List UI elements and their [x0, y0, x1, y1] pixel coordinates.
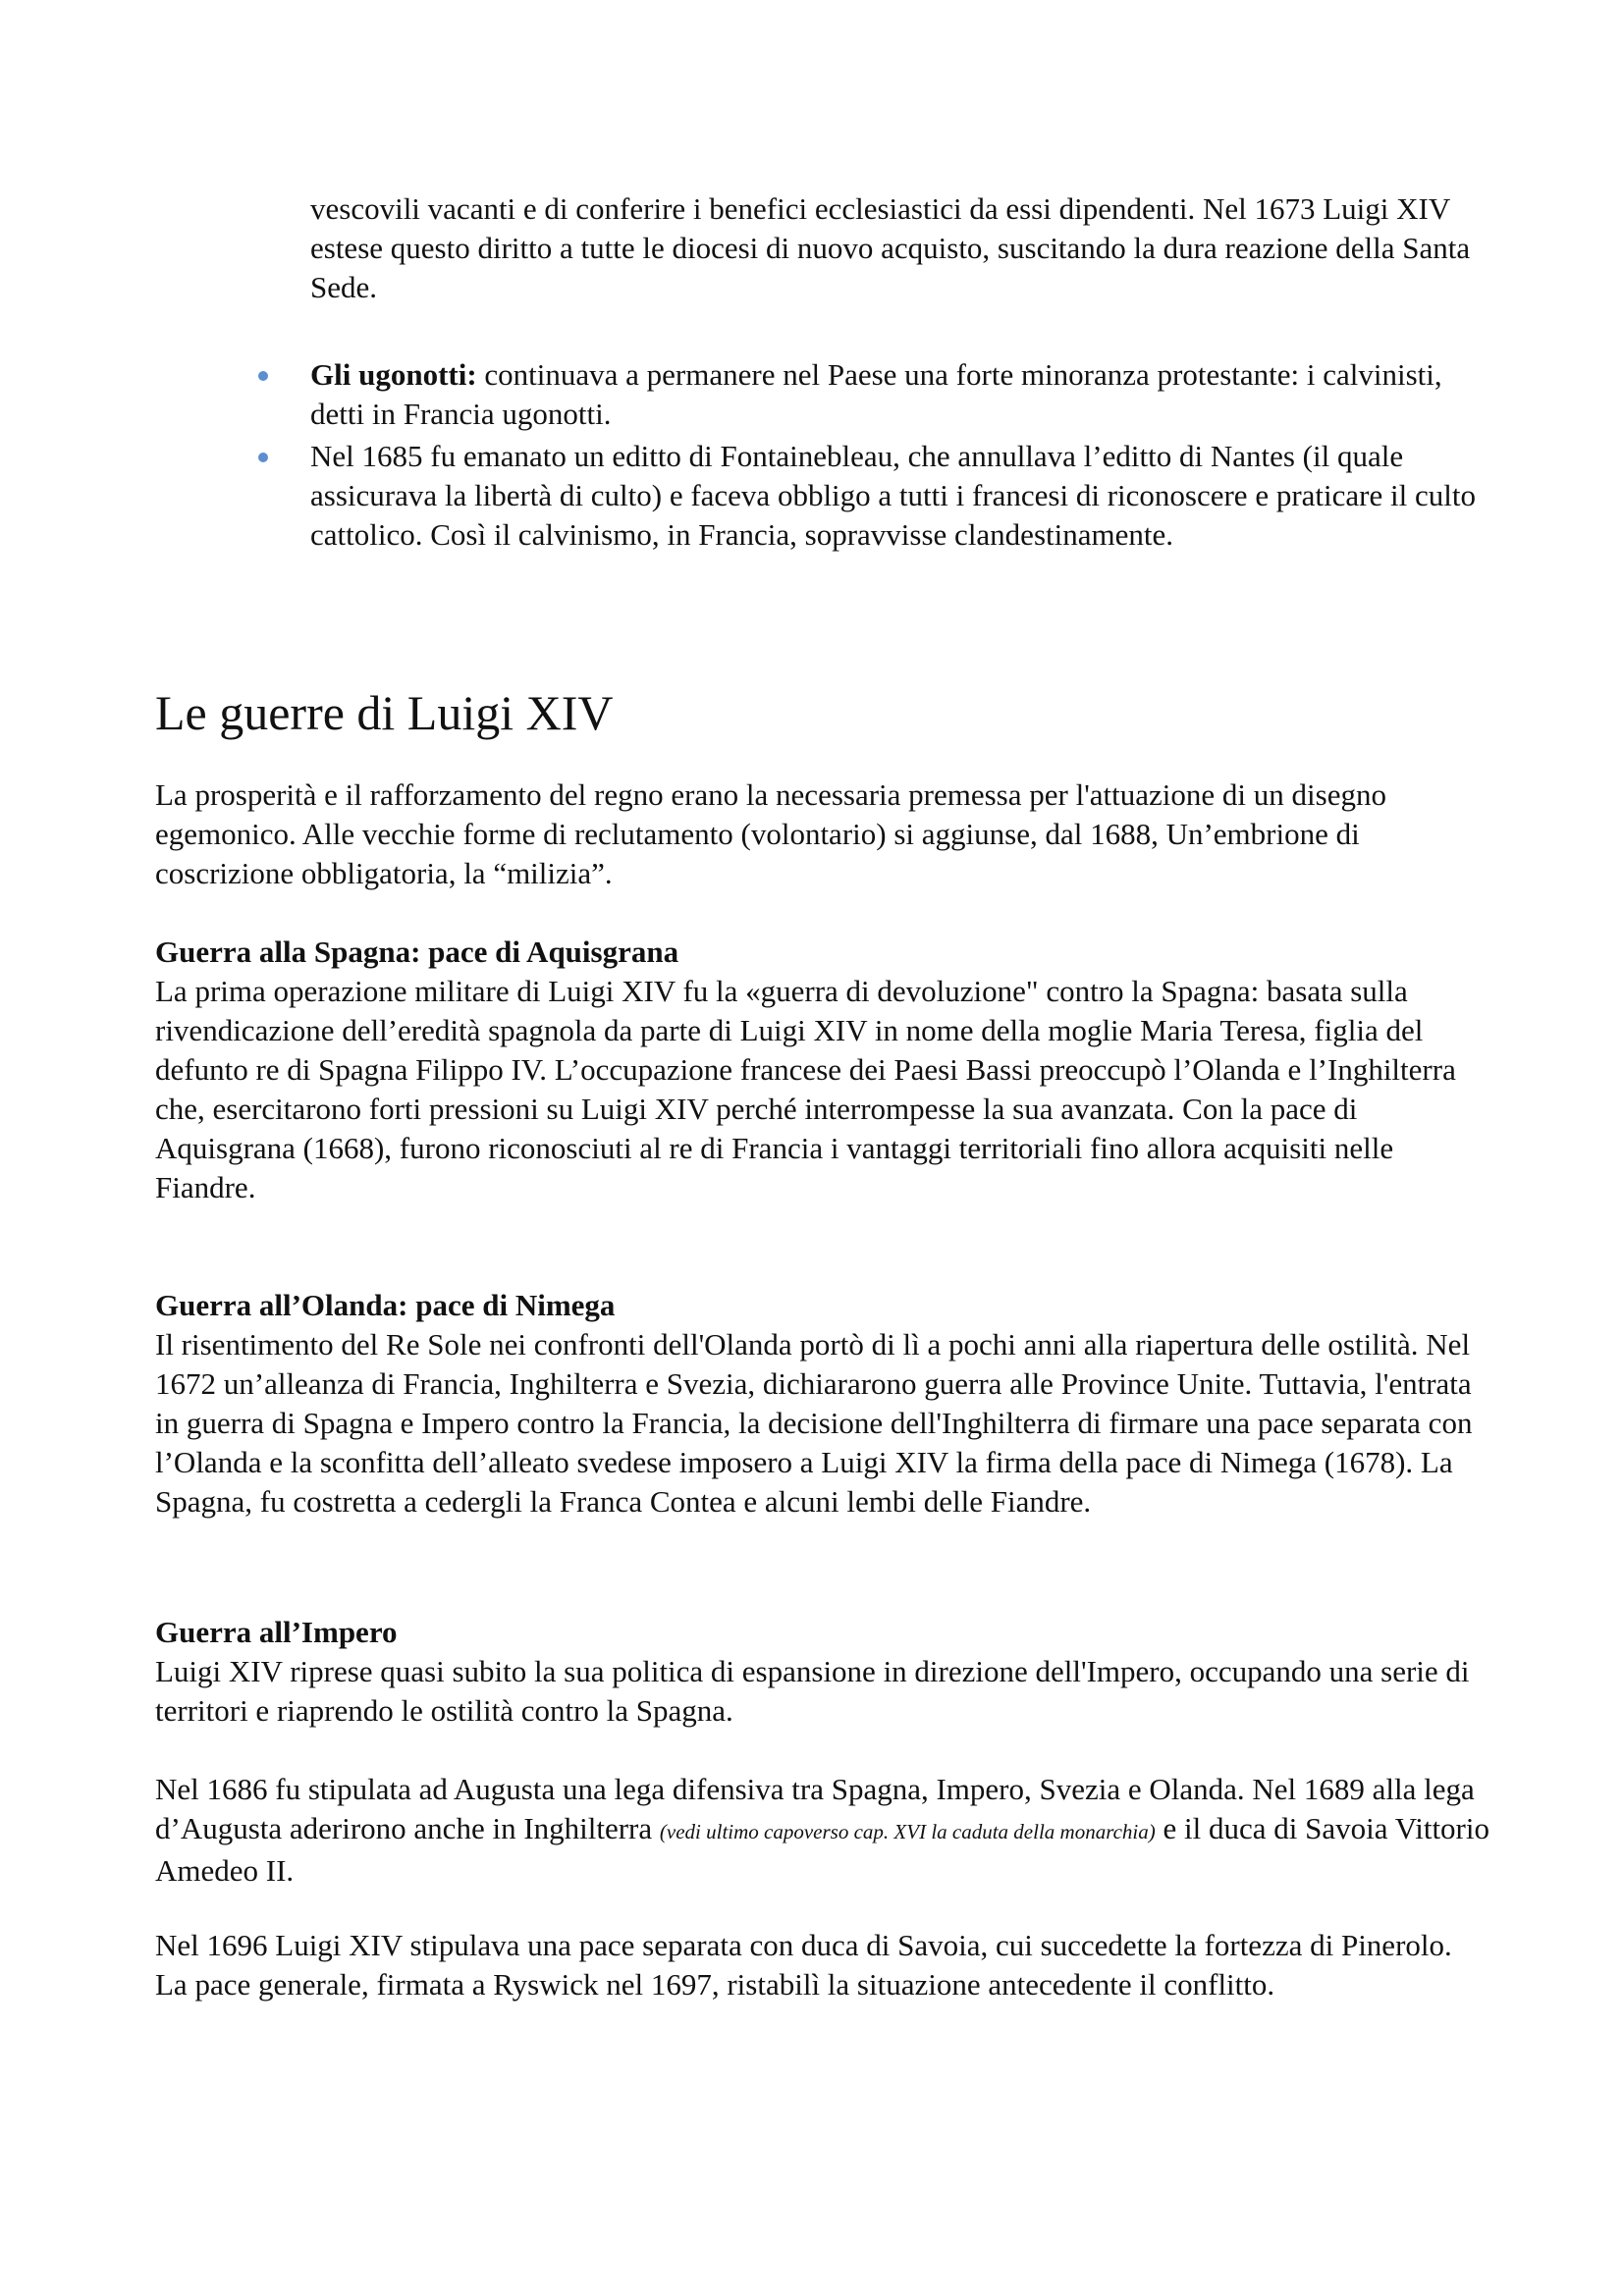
bullet-text: continuava a permanere nel Paese una forte minoranza protestante: i calvinisti, detti in Francia ugonotti. — [310, 357, 1442, 431]
paragraph-spagna: La prima operazione militare di Luigi XIV fu la «guerra di devoluzione" contro la Spagna: basata sulla rivendicazione dell’eredità spagnola da parte di Luigi XIV in nome della moglie Maria Teresa, figlia del defunto re di Spagna Filippo IV. L’occupazione francese dei Paesi Bassi preoccupò l’Olanda e l’Inghilterra che, esercitarono forti pressioni su Luigi XIV perché interrompesse la sua avanzata. Con la pace di Aquisgrana (1668), furono riconosciuti al re di Francia i vantaggi territoriali fino allora acquisiti nelle Fiandre. — [155, 974, 1456, 1204]
paragraph-impero-2-text: Nel 1686 fu stipulata ad Augusta una lega difensiva tra Spagna, Impero, Svezia e Olanda. Nel 1689 alla lega d’Augusta aderirono anche in Inghilterra — [155, 1772, 1475, 1845]
heading-spagna: Guerra alla Spagna: pace di Aquisgrana — [155, 934, 679, 969]
paragraph-olanda: Il risentimento del Re Sole nei confronti dell'Olanda portò di lì a pochi anni alla riapertura delle ostilità. Nel 1672 un’alleanza di Francia, Inghilterra e Svezia, dichiararono guerra alle Province Unite. Tuttavia, l'entrata in guerra di Spagna e Impero contro la Francia, la decisione dell'Inghilterra di firmare una pace separata con l’Olanda e la sconfitta dell’alleato svedese imposero a Luigi XIV la firma della pace di Nimega (1678). La Spagna, fu costretta a cedergli la Franca Contea e alcuni lembi delle Fiandre. — [155, 1327, 1473, 1519]
bullet-dot-icon — [258, 453, 268, 462]
bullet-item-fontainebleau — [251, 437, 1488, 555]
section-title: Le guerre di Luigi XIV — [155, 685, 614, 740]
intro-paragraph: La prosperità e il rafforzamento del regno erano la necessaria premessa per l'attuazione di un disegno egemonico. Alle vecchie forme di reclutamento (volontario) si aggiunse, dal 1688, Un’embrione di coscrizione obbligatoria, la “milizia”. — [155, 777, 1386, 890]
paragraph-impero-2-end: e il duca di Savoia Vittorio Amedeo II. — [155, 1811, 1489, 1888]
bullet-item-ugonotti — [251, 355, 1488, 434]
bullet-list — [251, 355, 1488, 558]
bullet-bold-label: Gli ugonotti: — [310, 357, 477, 392]
paragraph-impero-3: Nel 1696 Luigi XIV stipulava una pace separata con duca di Savoia, cui succedette la fortezza di Pinerolo. La pace generale, firmata a Ryswick nel 1697, ristabilì la situazione antecedente il conflitto. — [155, 1928, 1452, 2002]
heading-olanda: Guerra all’Olanda: pace di Nimega — [155, 1288, 616, 1322]
paragraph-impero-1: Luigi XIV riprese quasi subito la sua politica di espansione in direzione dell'Impero, occupando una serie di territori e riaprendo le ostilità contro la Spagna. — [155, 1654, 1470, 1728]
bullet-dot-icon — [258, 371, 268, 381]
continuation-paragraph: vescovili vacanti e di conferire i benefici ecclesiastici da essi dipendenti. Nel 1673 Luigi XIV estese questo diritto a tutte le diocesi di nuovo acquisto, suscitando la dura reazione della Santa Sede. — [310, 191, 1471, 304]
paragraph-impero-2-note: (vedi ultimo capoverso cap. XVI la caduta della monarchia) — [659, 1820, 1156, 1843]
heading-impero: Guerra all’Impero — [155, 1615, 398, 1649]
bullet-text: Nel 1685 fu emanato un editto di Fontainebleau, che annullava l’editto di Nantes (il quale assicurava la libertà di culto) e faceva obbligo a tutti i francesi di riconoscere e praticare il culto cattolico. Così il calvinismo, in Francia, sopravvisse clandestinamente. — [310, 439, 1476, 552]
paragraph-impero-2 — [155, 1770, 1490, 1891]
